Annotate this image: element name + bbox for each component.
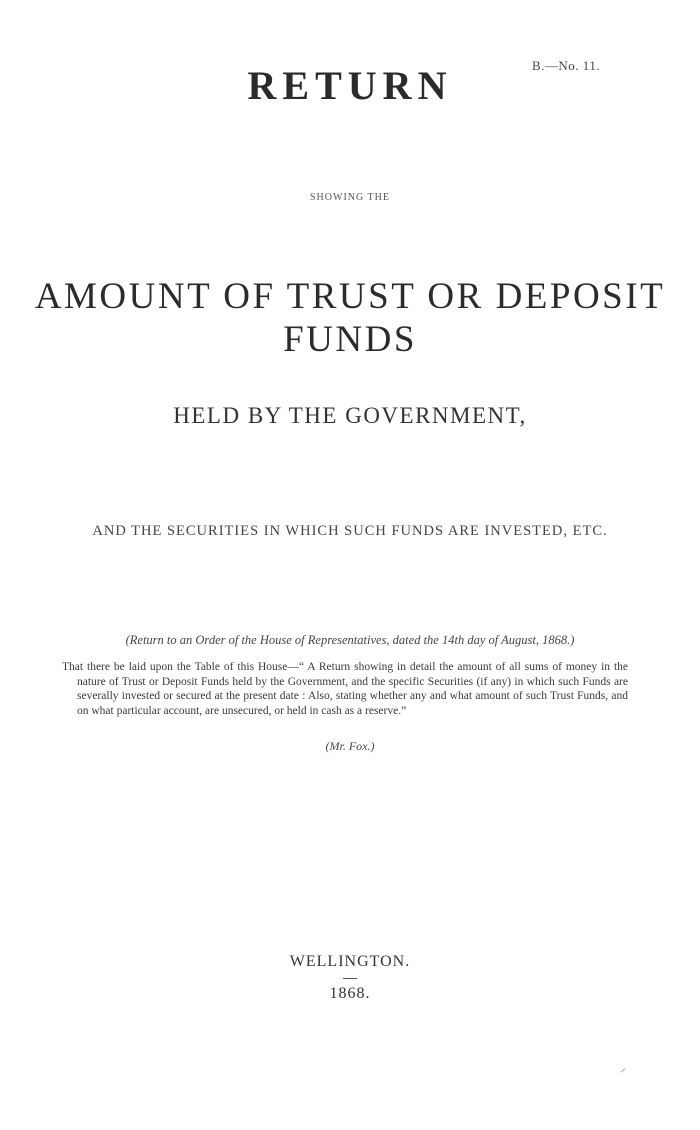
imprint-divider bbox=[343, 978, 357, 979]
order-reference: (Return to an Order of the House of Representatives, dated the 14th day of August, 1868.) bbox=[125, 633, 575, 647]
page-mark bbox=[620, 1068, 625, 1073]
document-title: RETURN bbox=[247, 63, 453, 108]
imprint-place: WELLINGTON. bbox=[289, 953, 411, 970]
held-heading: HELD BY THE GOVERNMENT, bbox=[173, 403, 527, 428]
imprint-year: 1868. bbox=[329, 985, 371, 1002]
main-heading: AMOUNT OF TRUST OR DEPOSIT FUNDS bbox=[34, 276, 666, 360]
showing-label: SHOWING THE bbox=[310, 192, 390, 203]
resolution-text: That there be laid upon the Table of this House—“ A Return showing in detail the amount of all sums of money in the nature of Trust or Deposit Funds held by the Government, and the specific Securities (if any) in which such Funds are severally invested or secured at the present date : Also, stating whether any and what amount of such Trust Funds, and on what particular account, are unsecured, or held in cash as a reserve.” bbox=[62, 661, 628, 717]
mover-name: (Mr. Fox.) bbox=[325, 739, 375, 753]
document-reference: B.—No. 11. bbox=[532, 58, 601, 73]
securities-heading: AND THE SECURITIES IN WHICH SUCH FUNDS ARE INVESTED, ETC. bbox=[92, 523, 608, 539]
